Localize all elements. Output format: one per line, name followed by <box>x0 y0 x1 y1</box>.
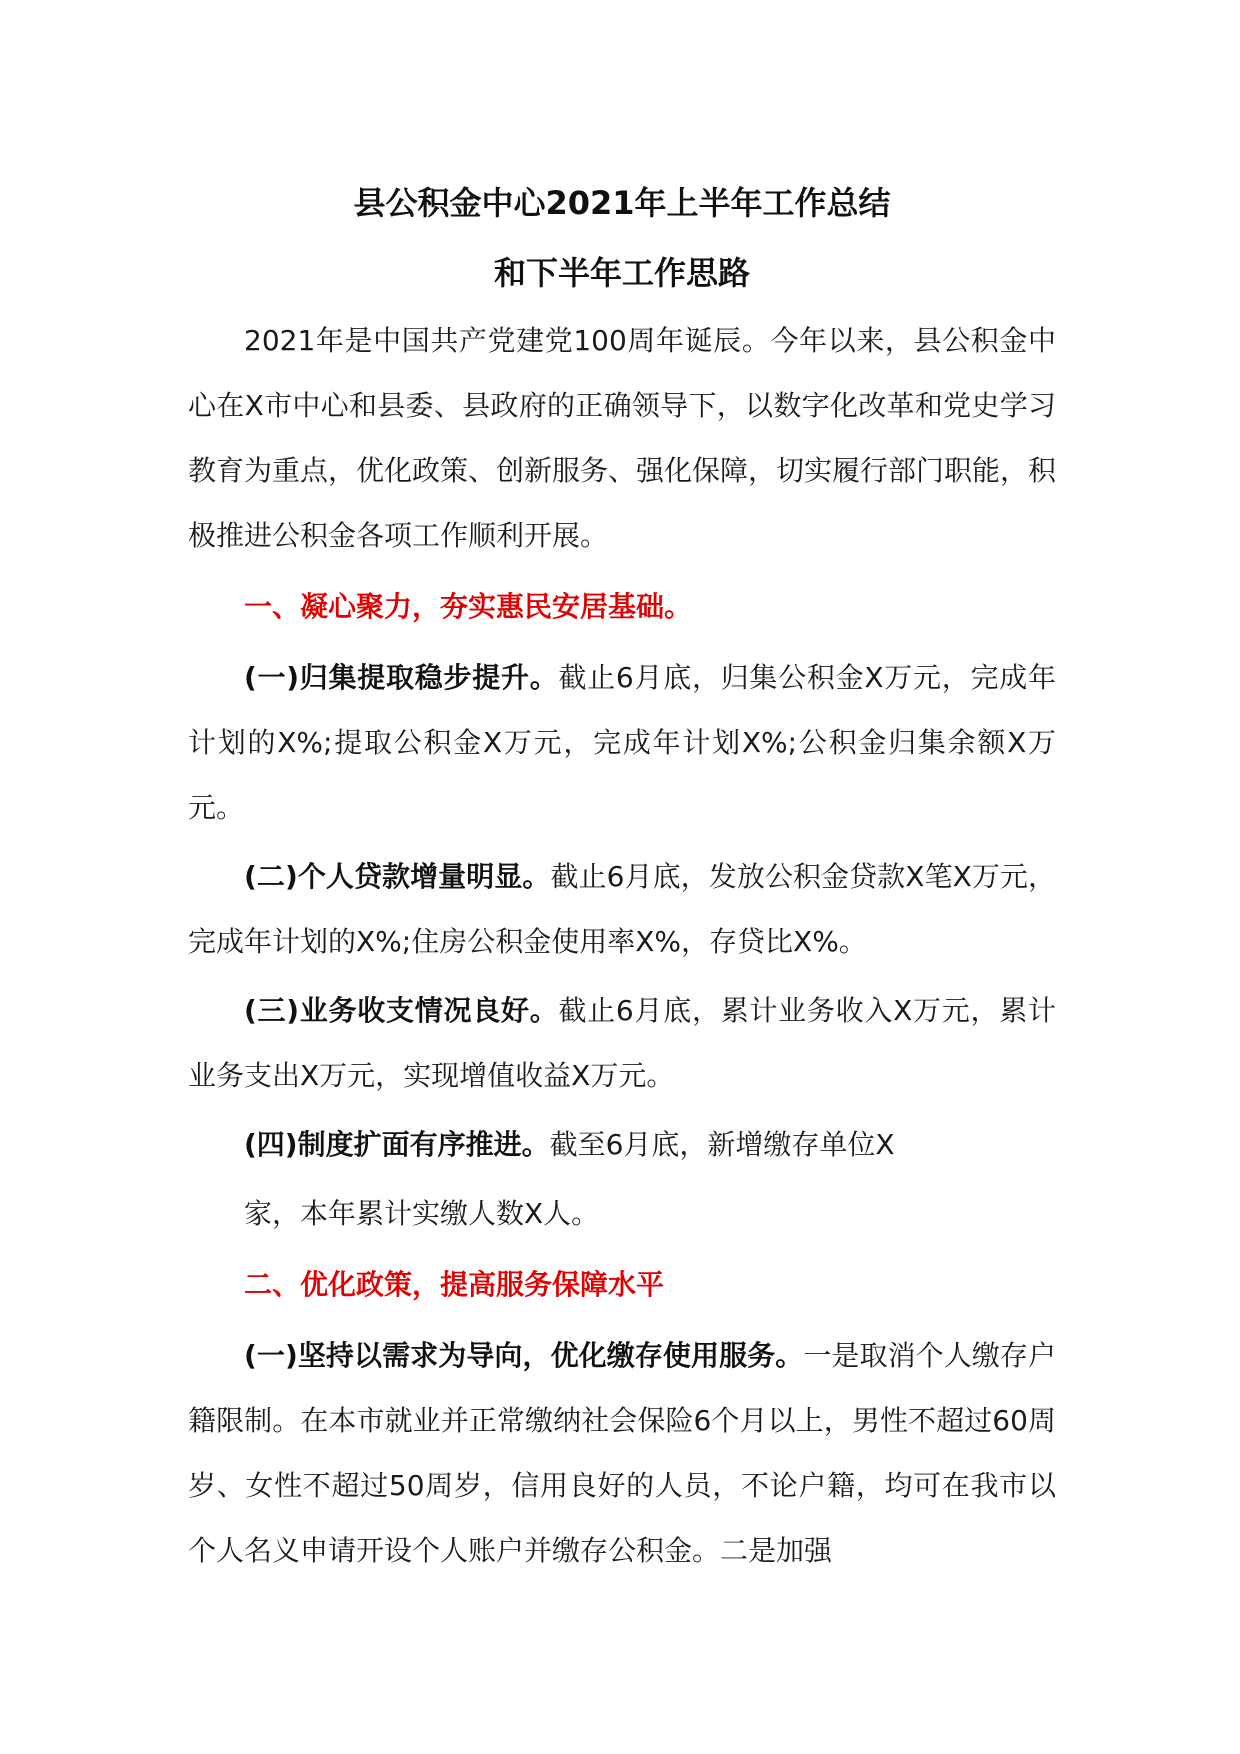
section1-item-3-text: 截止6月底，累计业务收入X万元，累计业务支出X万元，实现增值收益X万元。 <box>188 994 1056 1092</box>
section2-item-1-lead: (一)坚持以需求为导向，优化缴存使用服务。 <box>244 1339 804 1372</box>
section1-item-4-continuation: 家，本年累计实缴人数X人。 <box>244 1197 600 1230</box>
section1-item-4-text-line1: 截至6月底，新增缴存单位X <box>549 1128 895 1161</box>
section1-item-4 <box>188 1112 1056 1177</box>
section1-item-2 <box>188 844 1056 974</box>
document-title-line1: 县公积金中心2021年上半年工作总结 <box>353 184 891 222</box>
section1-item-2-lead: (二)个人贷款增量明显。 <box>244 860 551 893</box>
section2-item-1-text: 一是取消个人缴存户籍限制。在本市就业并正常缴纳社会保险6个月以上，男性不超过60周岁、女性不超过50周岁，信用良好的人员，不论户籍，均可在我市以个人名义申请开设个人账户并缴存公积金。二是加强 <box>188 1339 1056 1567</box>
document-page <box>188 168 1056 1587</box>
intro-paragraph: 2021年是中国共产党建党100周年诞辰。今年以来，县公积金中心在X市中心和县委、县政府的正确领导下，以数字化改革和党史学习教育为重点，优化政策、创新服务、强化保障，切实履行部门职能，积极推进公积金各项工作顺利开展。 <box>188 324 1057 552</box>
section1-item-1-lead: (一)归集提取稳步提升。 <box>244 661 559 694</box>
section1-item-4-lead: (四)制度扩面有序推进。 <box>244 1128 550 1161</box>
section2-item-1 <box>188 1323 1056 1583</box>
section1-heading: 一、凝心聚力，夯实惠民安居基础。 <box>244 590 693 623</box>
section1-item-3 <box>188 978 1056 1108</box>
section1-item-1 <box>188 645 1056 840</box>
section1-item-2-text: 截止6月底，发放公积金贷款X笔X万元，完成年计划的X%;住房公积金使用率X%，存贷比X%。 <box>188 860 1056 958</box>
section2-heading: 二、优化政策，提高服务保障水平 <box>244 1268 665 1301</box>
document-title-line2: 和下半年工作思路 <box>493 254 750 292</box>
section1-item-3-lead: (三)业务收支情况良好。 <box>244 994 559 1027</box>
section1-item-1-text: 截止6月底，归集公积金X万元，完成年计划的X%;提取公积金X万元，完成年计划X%;公积金归集余额X万元。 <box>188 661 1056 824</box>
